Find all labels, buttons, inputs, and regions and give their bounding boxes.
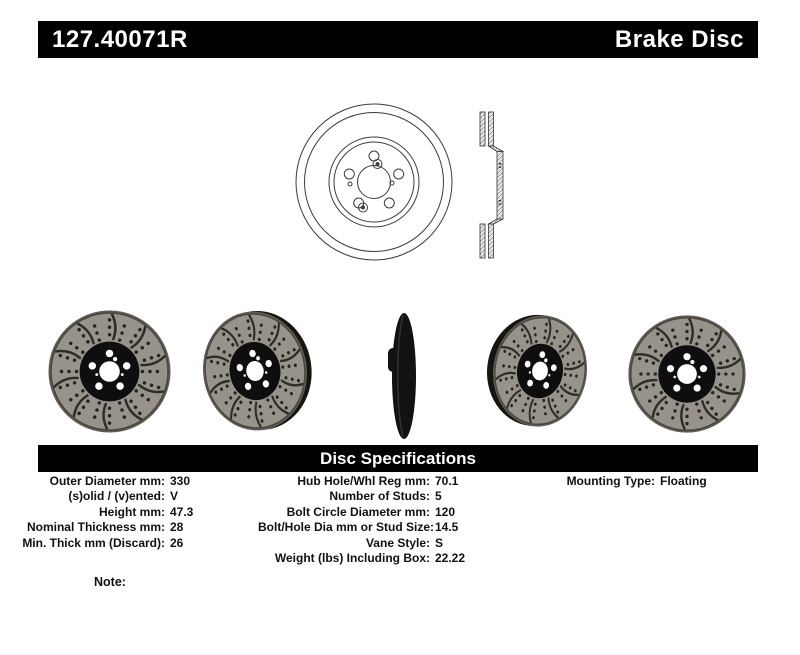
spec-label: Min. Thick mm (Discard): xyxy=(22,535,165,550)
spec-label: Weight (lbs) Including Box: xyxy=(274,551,430,566)
spec-label: (s)olid / (v)ented: xyxy=(68,489,165,504)
spec-row-bolt-circle xyxy=(258,505,465,520)
spec-row-nominal-thickness xyxy=(0,520,193,535)
spec-label: Nominal Thickness mm: xyxy=(26,520,165,535)
part-number: 127.40071R xyxy=(52,25,188,53)
spec-row-solid-vented xyxy=(0,489,193,504)
product-type-title: Brake Disc xyxy=(614,25,744,53)
spec-row-hub-hole xyxy=(258,474,465,489)
spec-value: 47.3 xyxy=(170,504,194,519)
spec-row-weight xyxy=(258,551,465,566)
spec-column-mounting xyxy=(540,474,707,489)
spec-label: Bolt/Hole Dia mm or Stud Size: xyxy=(258,520,435,535)
brake-disc-front-view-drawing xyxy=(296,104,452,260)
rotor-photo-angled-right xyxy=(482,303,598,439)
rotor-photo-edge-profile xyxy=(379,311,421,441)
note-label: Note: xyxy=(94,575,126,589)
spec-row-outer-diameter xyxy=(0,474,193,489)
spec-row-number-of-studs xyxy=(258,489,465,504)
spec-label: Outer Diameter mm: xyxy=(49,474,165,488)
spec-row-bolt-hole-dia xyxy=(258,520,465,535)
rotor-photo-front-right xyxy=(626,313,748,435)
spec-section-title: Disc Specifications xyxy=(320,448,476,468)
spec-value: S xyxy=(435,535,444,550)
spec-label: Mounting Type: xyxy=(566,474,655,488)
spec-value: 120 xyxy=(435,504,456,519)
spec-column-hub-studs xyxy=(258,474,465,566)
spec-value: 70.1 xyxy=(435,474,459,488)
spec-value: 5 xyxy=(435,489,442,504)
spec-row-vane-style xyxy=(258,536,465,551)
technical-drawing xyxy=(280,95,520,267)
rotor-photo-front-left xyxy=(46,308,173,435)
spec-value: 28 xyxy=(170,520,184,535)
brake-disc-cross-section-drawing xyxy=(480,112,503,258)
spec-label: Vane Style: xyxy=(365,535,430,550)
spec-label: Hub Hole/Whl Reg mm: xyxy=(297,474,430,488)
rotor-photo-angled-left xyxy=(193,303,317,439)
spec-value: 330 xyxy=(170,474,191,488)
spec-section-banner xyxy=(38,445,758,472)
spec-row-height xyxy=(0,505,193,520)
spec-value: V xyxy=(170,489,179,504)
spec-value: Floating xyxy=(660,474,707,488)
spec-row-min-thickness xyxy=(0,536,193,551)
spec-value: 26 xyxy=(170,535,184,550)
spec-row-mounting-type xyxy=(540,474,707,489)
spec-column-dimensions xyxy=(0,474,193,551)
spec-value: 14.5 xyxy=(435,520,459,535)
header-bar xyxy=(38,21,758,58)
spec-label: Height mm: xyxy=(99,504,165,519)
spec-label: Number of Studs: xyxy=(329,489,430,504)
spec-value: 22.22 xyxy=(435,551,466,566)
spec-label: Bolt Circle Diameter mm: xyxy=(286,504,430,519)
